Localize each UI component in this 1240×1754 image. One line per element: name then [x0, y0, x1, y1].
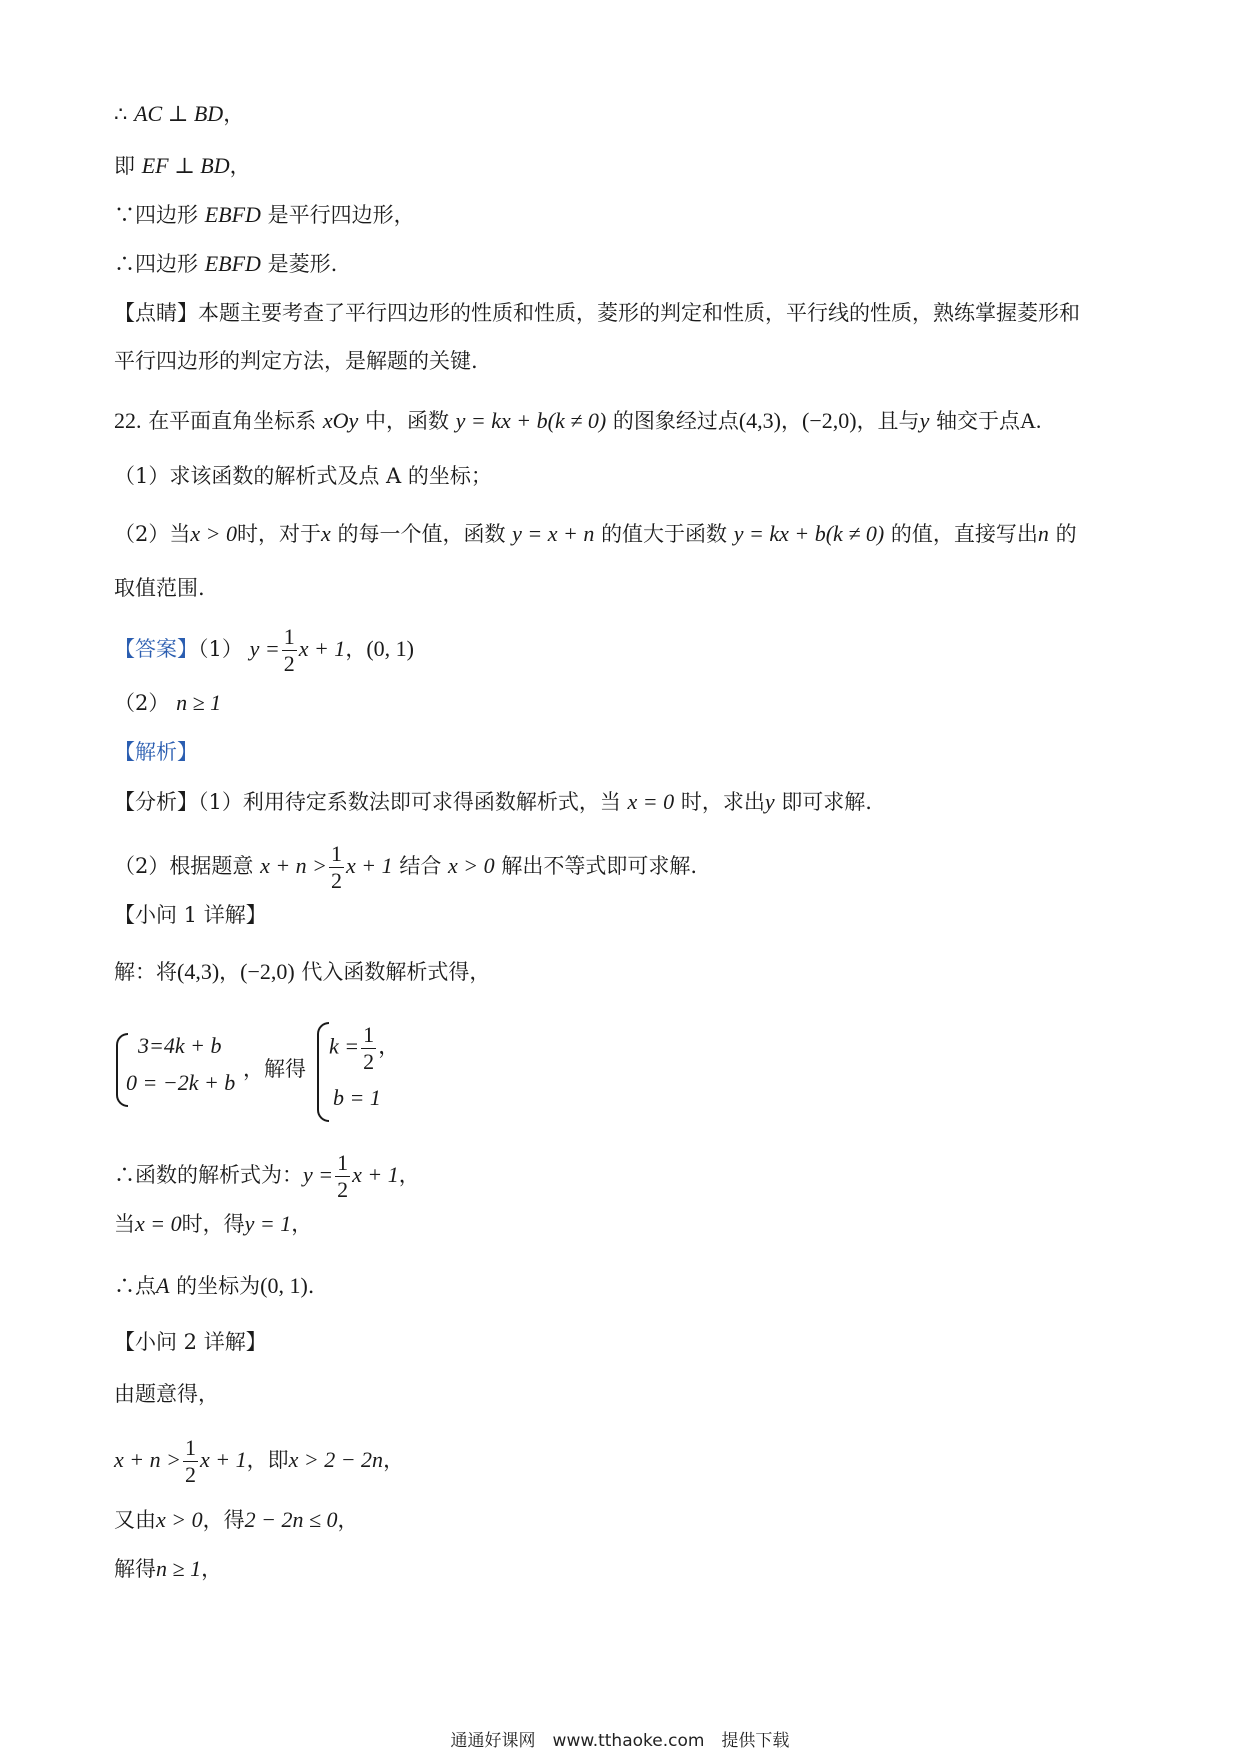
- dianjing-line-2: 平行四边形的判定方法，是解题的关键.: [114, 349, 478, 373]
- sys-solve-label: ，解得: [243, 1057, 306, 1081]
- q22-stem: 22. 在平面直角坐标系 xOy 中，函数 y = kx + b(k ≠ 0) 的图象经过点(4,3)，(−2,0)，且与y 轴交于点A.: [114, 408, 1042, 433]
- page-footer: 通通好课网 www.tthaoke.com 提供下载: [450, 1731, 790, 1751]
- line-ac-perp-bd: ∴ AC ⊥ BD，: [114, 101, 245, 126]
- q22-part2-cont: 取值范围.: [114, 576, 205, 600]
- line-rhombus: ∴四边形 EBFD 是菱形.: [114, 251, 338, 276]
- dianjing-line-1: 【点睛】本题主要考查了平行四边形的性质和性质，菱形的判定和性质，平行线的性质，熟练掌握菱形和: [114, 301, 1080, 325]
- q22-part1: （1）求该函数的解析式及点 A 的坐标；: [114, 464, 492, 488]
- line-parallelogram: ∵四边形 EBFD 是平行四边形，: [114, 202, 415, 227]
- q22-part2: （2）当x > 0时，对于x 的每一个值，函数 y = x + n 的值大于函数 y = kx + b(k ≠ 0) 的值，直接写出n 的: [114, 521, 1077, 546]
- answer-fraction: $\frac{1}{2}$: [283, 624, 295, 676]
- analysis-label: 【解析】: [114, 740, 198, 764]
- sub1-title: 【小问 1 详解】: [114, 903, 267, 927]
- sub2-again: 又由x > 0，得2 − 2n ≤ 0，: [114, 1507, 359, 1532]
- sub2-line1: 由题意得，: [114, 1382, 219, 1406]
- sub2-title: 【小问 2 详解】: [114, 1330, 267, 1354]
- answer-line-1: 【答案】（1） y = $\frac{1}{2}$ x + 1，(0, 1): [114, 624, 414, 676]
- answer-label: 【答案】: [114, 637, 198, 661]
- sub1-point: ∴点A 的坐标为(0, 1).: [114, 1273, 315, 1298]
- sub2-solve: 解得n ≥ 1，: [114, 1556, 223, 1581]
- sub1-intro: 解：将(4,3)，(−2,0) 代入函数解析式得，: [114, 959, 491, 984]
- line-ef-perp-bd: 即 EF ⊥ BD，: [114, 153, 251, 178]
- sub1-when: 当x = 0时，得y = 1，: [114, 1211, 313, 1236]
- sub2-inequality: x + n > $\frac{1}{2}$ x + 1，即x > 2 − 2n，: [114, 1435, 405, 1487]
- answer-line-2: （2） n ≥ 1: [114, 690, 222, 715]
- fenxi-line-1: 【分析】（1）利用待定系数法即可求得函数解析式，当 x = 0 时，求出y 即可求解.: [114, 789, 872, 814]
- sub1-result: ∴函数的解析式为：y = $\frac{1}{2}$ x + 1，: [114, 1150, 420, 1202]
- fenxi-line-2: （2）根据题意 x + n > $\frac{1}{2}$ x + 1 结合 x > 0 解出不等式即可求解.: [114, 841, 698, 893]
